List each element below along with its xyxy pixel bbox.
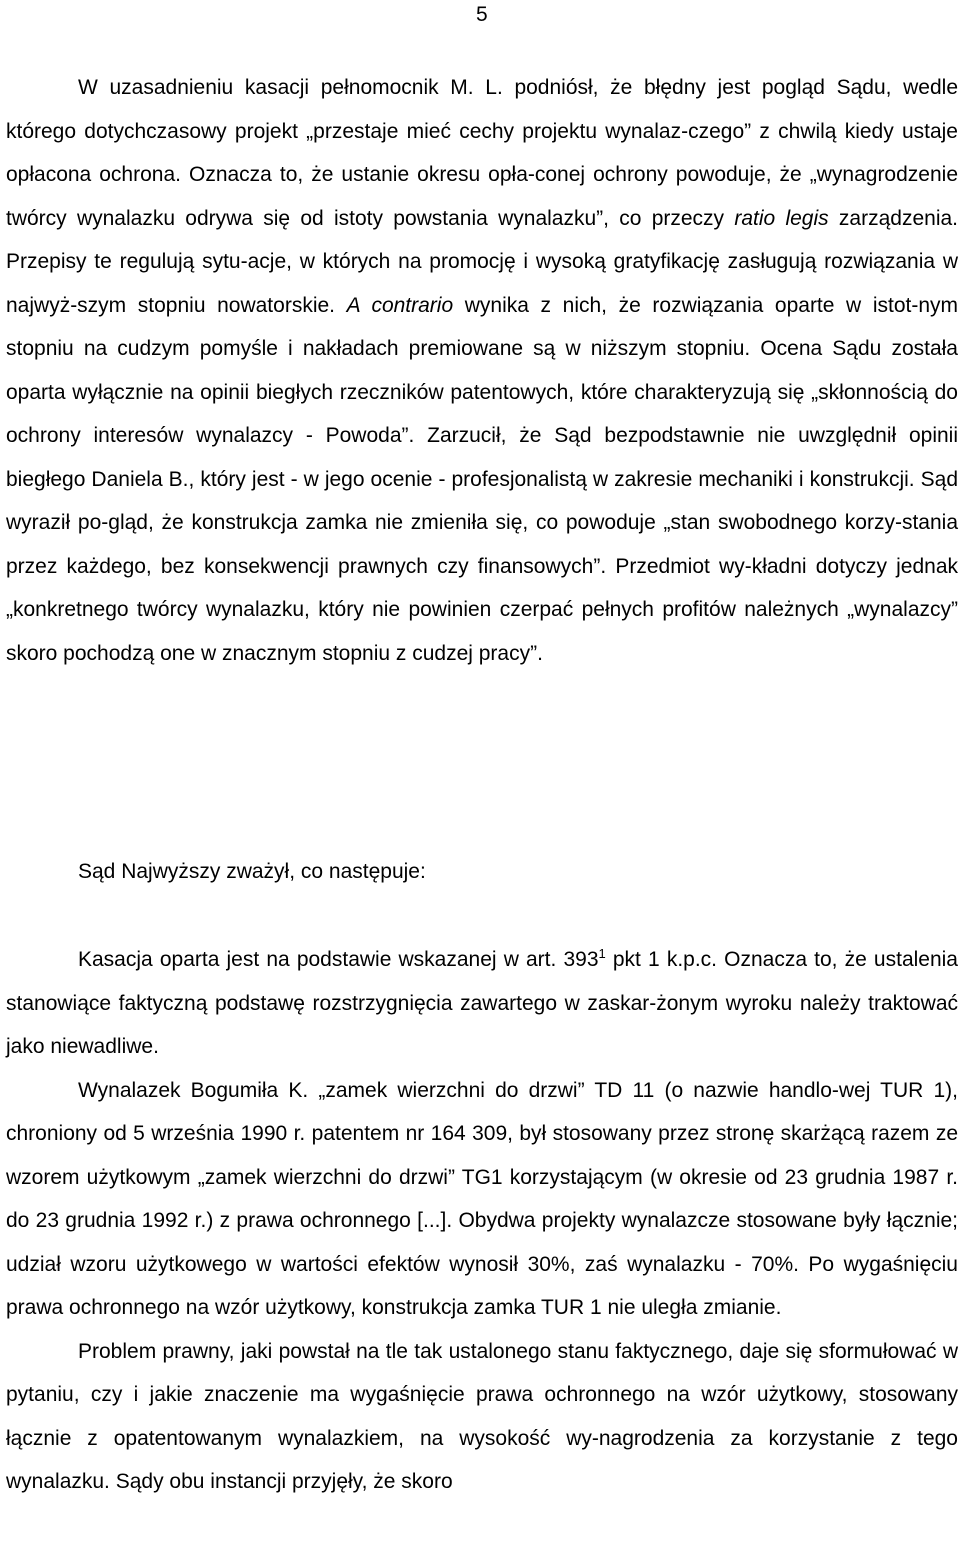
paragraph-cassation-argument	[6, 66, 958, 675]
paragraph-legal-problem: Problem prawny, jaki powstał na tle tak ustalonego stanu faktycznego, daje się sformułować w pytaniu, czy i jakie znaczenie ma wygaśnięcie prawa ochronnego na wzór użytkowy, stosowany łącznie z opatentowanym wynalazkiem, na wysokość wy-nagrodzenia za korzystanie z tego wynalazku. Sądy obu instancji przyjęły, że skoro	[6, 1339, 958, 1493]
argument-paragraph	[6, 66, 958, 675]
paragraph-cassation-basis	[6, 938, 958, 1069]
text-run: pkt 1 k.p.c. Oznacza to, że ustalenia stanowiące faktyczną podstawę rozstrzygnięcia zawartego w zaskar-żonym wyroku należy traktować jako niewadliwe.	[6, 948, 958, 1058]
superscript: 1	[598, 946, 606, 961]
reasoning-block	[6, 938, 958, 1504]
text-run: zarządzenia. Przepisy te regulują sytu-acje, w których na promocję i wysoką gratyfikację zasługują rozwiązania w najwyż-szym stopniu nowatorskie.	[6, 206, 958, 317]
section-heading: Sąd Najwyższy zważył, co następuje:	[78, 860, 426, 883]
latin-term: ratio legis	[734, 206, 829, 230]
text-run: wynika z nich, że rozwiązania oparte w istot-nym stopniu na cudzym pomyśle i nakładach premiowane są w niższym stopniu. Ocena Sądu została oparta wyłącznie na opinii biegłych rzeczników patentowych, które charakteryzują się „skłonnością do ochrony interesów wynalazcy - Powoda”. Zarzucił, że Sąd bezpodstawnie nie uwzględnił opinii biegłego Daniela B., który jest - w jego ocenie - profesjonalistą w zakresie mechaniki i konstrukcji. Sąd wyraził po-gląd, że konstrukcja zamka nie zmieniła się, co powoduje „stan swobodnego korzy-stania przez każdego, bez konsekwencji prawnych czy finansowych”. Przedmiot wy-kładni dotyczy jednak „konkretnego twórcy wynalazku, który nie powinien czerpać pełnych profitów należnych „wynalazcy” skoro pochodzą one w znacznym stopniu z cudzej pracy”.	[6, 293, 959, 665]
court-heading-block	[6, 850, 958, 894]
text-run: Kasacja oparta jest na podstawie wskazanej w art. 393	[78, 948, 599, 971]
page-number: 5	[476, 3, 488, 26]
paragraph-invention-facts: Wynalazek Bogumiła K. „zamek wierzchni do drzwi” TD 11 (o nazwie handlo-wej TUR 1), chroniony od 5 września 1990 r. patentem nr 164 309, był stosowany przez stronę skarżącą razem ze wzorem użytkowym „zamek wierzchni do drzwi” TG1 korzystającym (w okresie od 23 grudnia 1987 r. do 23 grudnia 1992 r.) z prawa ochronnego [...]. Obydwa projekty wynalazcze stosowane były łącznie; udział wzoru użytkowego w wartości efektów wynosił 30%, zaś wynalazku - 70%. Po wygaśnięciu prawa ochronnego na wzór użytkowy, konstrukcja zamka TUR 1 nie uległa zmianie.	[6, 1078, 958, 1319]
latin-term: A contrario	[346, 293, 454, 317]
text-run: W uzasadnieniu kasacji pełnomocnik M. L. podniósł, że błędny jest pogląd Sądu, wedle którego dotychczasowy projekt „przestaje mieć cechy projektu wynalaz-czego” z chwilą kiedy ustaje opłacona ochrona. Oznacza to, że ustanie okresu opła-conej ochrony powoduje, że „wynagrodzenie twórcy wynalazku odrywa się od istoty powstania wynalazku”, co przeczy	[6, 76, 958, 230]
